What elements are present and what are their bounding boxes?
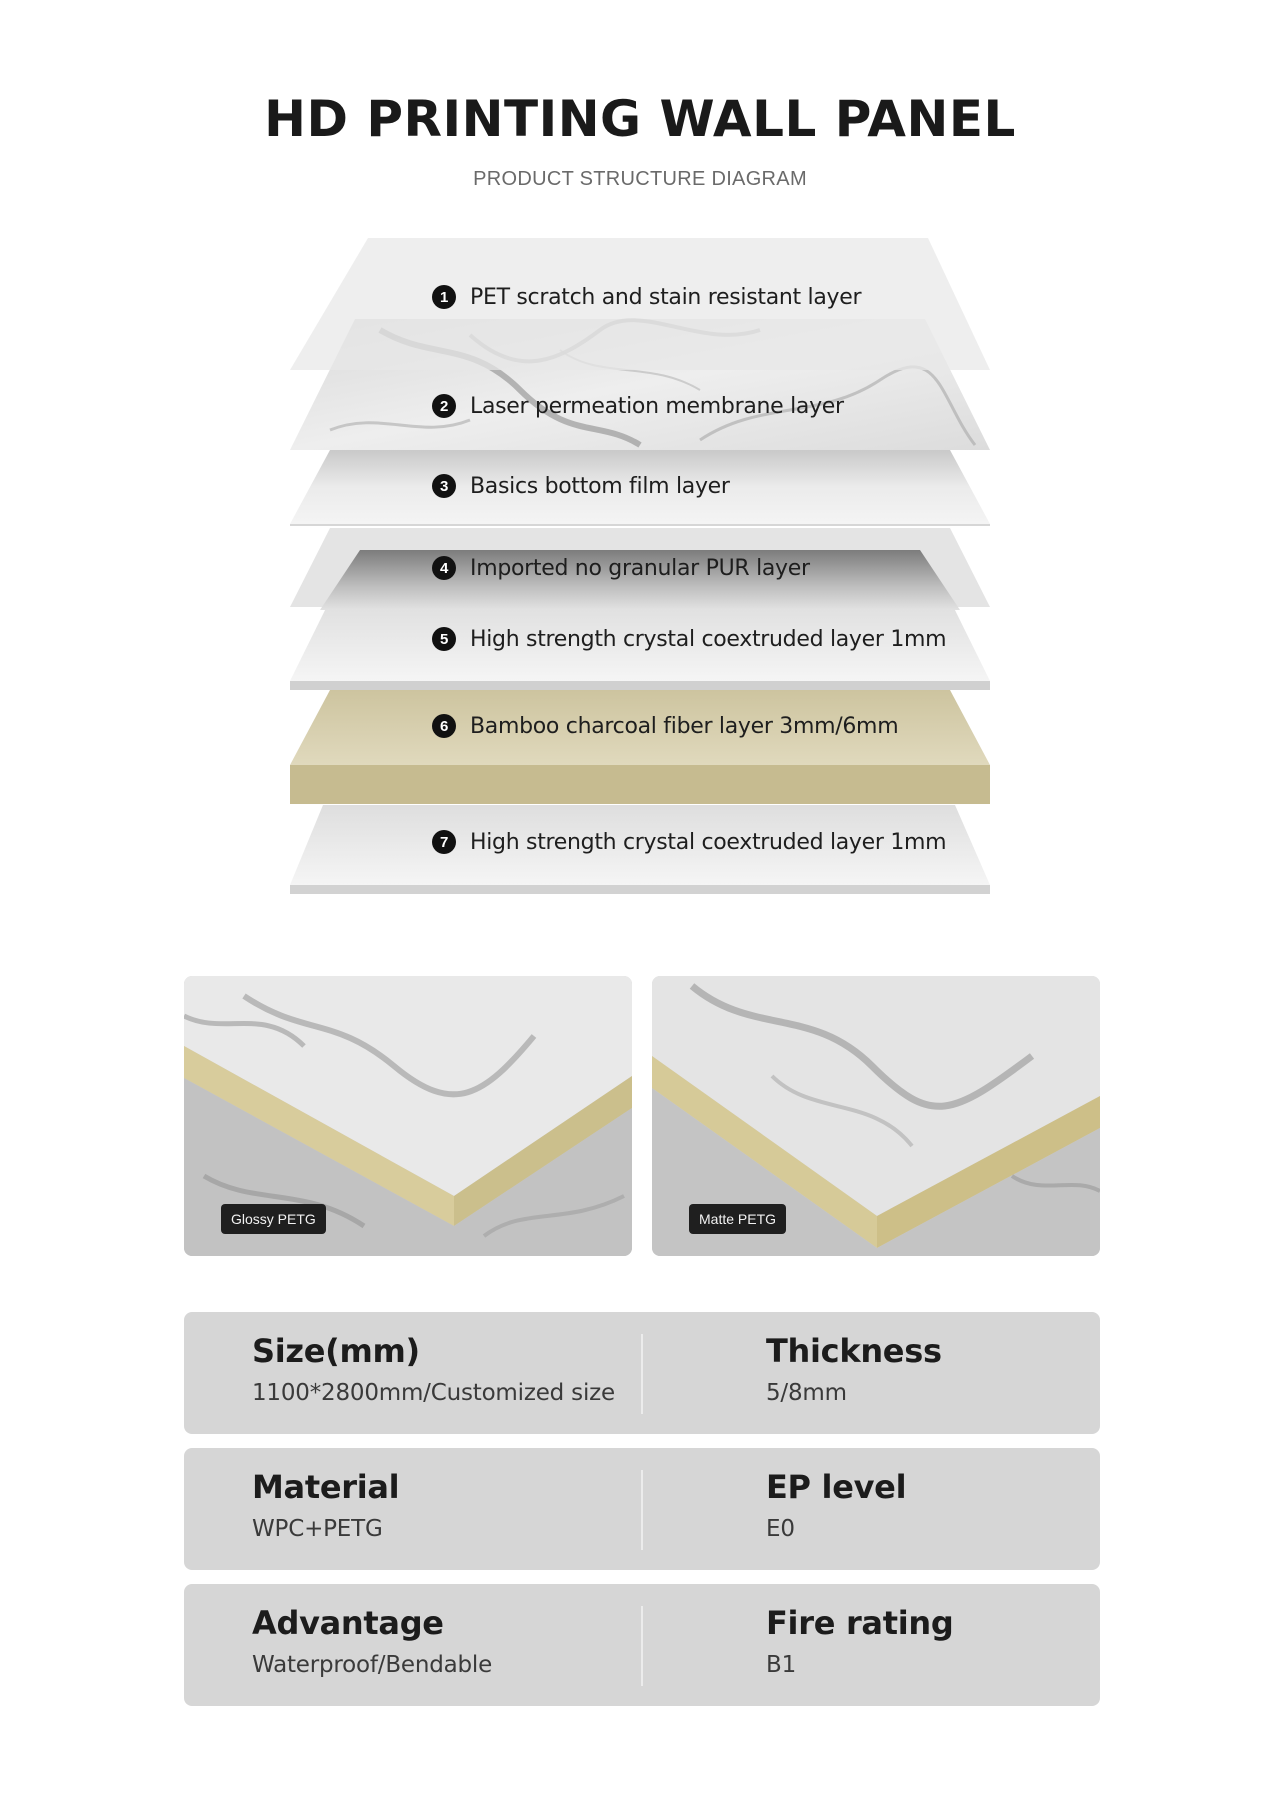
spec-row-size-thickness	[184, 1312, 1100, 1434]
glossy-petg-photo	[184, 976, 632, 1256]
spec-value: B1	[766, 1652, 797, 1678]
finish-tag: Matte PETG	[689, 1204, 786, 1234]
layer-label-1	[432, 282, 861, 312]
spec-material	[252, 1468, 399, 1542]
spec-value: 5/8mm	[766, 1380, 847, 1406]
number-badge: 6	[432, 714, 456, 738]
layer-name: Bamboo charcoal fiber layer 3mm/6mm	[470, 713, 899, 739]
number-badge: 1	[432, 285, 456, 309]
spec-label: Size(mm)	[252, 1332, 420, 1370]
spec-ep-level	[766, 1468, 906, 1542]
layer-name: High strength crystal coextruded layer 1mm	[470, 626, 947, 652]
layer-label-3	[432, 471, 730, 501]
layer-name: Laser permeation membrane layer	[470, 393, 844, 419]
matte-petg-photo	[652, 976, 1100, 1256]
layer-6-panel	[290, 690, 990, 804]
layer-label-7	[432, 827, 946, 857]
layer-name: Basics bottom film layer	[470, 473, 730, 499]
spec-divider	[641, 1606, 643, 1686]
spec-label: Material	[252, 1468, 400, 1506]
spec-label: Advantage	[252, 1604, 444, 1642]
number-badge: 2	[432, 394, 456, 418]
spec-divider	[641, 1470, 643, 1550]
spec-value: Waterproof/Bendable	[252, 1652, 493, 1678]
spec-advantage	[252, 1604, 492, 1678]
page-title: HD PRINTING WALL PANEL	[264, 90, 1016, 148]
number-badge: 4	[432, 556, 456, 580]
spec-value: 1100*2800mm/Customized size	[252, 1380, 615, 1406]
spec-row-material-ep	[184, 1448, 1100, 1570]
number-badge: 7	[432, 830, 456, 854]
layer-label-6	[432, 711, 898, 741]
spec-size	[252, 1332, 615, 1406]
spec-value: E0	[766, 1516, 795, 1542]
layer-label-2	[432, 391, 844, 421]
spec-thickness	[766, 1332, 942, 1406]
layer-label-4	[432, 553, 810, 583]
layer-name: Imported no granular PUR layer	[470, 555, 810, 581]
page-subtitle: PRODUCT STRUCTURE DIAGRAM	[473, 168, 807, 190]
spec-label: Fire rating	[766, 1604, 954, 1642]
layer-name: High strength crystal coextruded layer 1mm	[470, 829, 947, 855]
number-badge: 5	[432, 627, 456, 651]
number-badge: 3	[432, 474, 456, 498]
spec-row-advantage-fire	[184, 1584, 1100, 1706]
layer-label-5	[432, 624, 946, 654]
spec-value: WPC+PETG	[252, 1516, 383, 1542]
spec-fire-rating	[766, 1604, 953, 1678]
finish-tag: Glossy PETG	[221, 1204, 326, 1234]
spec-divider	[641, 1334, 643, 1414]
spec-label: EP level	[766, 1468, 907, 1506]
layer-name: PET scratch and stain resistant layer	[470, 284, 862, 310]
spec-label: Thickness	[766, 1332, 942, 1370]
